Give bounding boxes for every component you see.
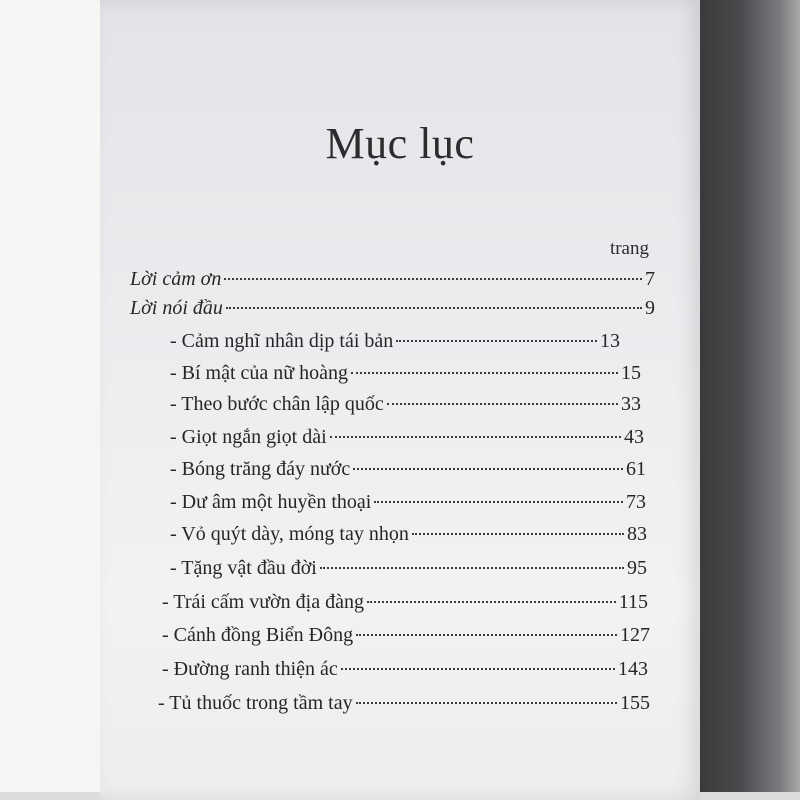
dot-leader xyxy=(330,435,621,438)
dot-leader xyxy=(396,339,597,342)
toc-entry xyxy=(162,622,650,648)
toc-entry-label: - Theo bước chân lập quốc xyxy=(170,393,384,415)
dot-leader xyxy=(412,532,624,535)
toc-entry xyxy=(170,521,647,547)
dot-leader xyxy=(374,500,623,503)
toc-entry-page: 83 xyxy=(627,523,647,545)
toc-entry xyxy=(158,690,650,716)
toc-entry-label: - Trái cấm vườn địa đàng xyxy=(162,591,364,613)
toc-entry-page: 143 xyxy=(618,658,648,680)
toc-entry-label: Lời cảm ơn xyxy=(130,268,222,290)
toc-entry xyxy=(162,656,648,682)
toc-entry-page: 9 xyxy=(645,297,655,319)
toc-entry xyxy=(130,295,655,321)
toc-entry-label: - Vỏ quýt dày, móng tay nhọn xyxy=(170,523,409,545)
background-shadow xyxy=(700,0,800,800)
toc-entry xyxy=(170,424,644,450)
toc-entry xyxy=(162,589,648,615)
dot-leader xyxy=(356,633,617,636)
toc-entry-page: 73 xyxy=(626,491,646,513)
dot-leader xyxy=(320,566,624,569)
toc-entry xyxy=(170,456,646,482)
toc-entry-page: 7 xyxy=(645,268,655,290)
toc-entry xyxy=(170,328,620,354)
toc-entry-page: 13 xyxy=(600,330,620,352)
toc-entry xyxy=(170,555,647,581)
toc-entry-label: - Tặng vật đầu đời xyxy=(170,557,317,579)
toc-entry xyxy=(130,266,655,292)
dot-leader xyxy=(356,701,617,704)
toc-entry-label: Lời nói đầu xyxy=(130,297,223,319)
dot-leader xyxy=(226,306,642,309)
toc-entry-label: - Bóng trăng đáy nước xyxy=(170,458,351,480)
toc-entry-page: 15 xyxy=(621,362,641,384)
book-page xyxy=(100,0,700,800)
dot-leader xyxy=(353,467,623,470)
toc-entry xyxy=(170,489,646,515)
toc-entry-label: - Dư âm một huyền thoại xyxy=(170,491,372,513)
toc-entry-label: - Cánh đồng Biển Đông xyxy=(162,624,354,646)
toc-entry-page: 33 xyxy=(621,393,641,415)
dot-leader xyxy=(341,667,615,670)
toc-entry-label: - Giọt ngắn giọt dài xyxy=(170,426,327,448)
page-column-header: trang xyxy=(609,238,649,259)
toc-entry-page: 95 xyxy=(627,557,647,579)
page-title: Mục lục xyxy=(325,119,475,168)
toc-entry-page: 155 xyxy=(620,692,650,714)
toc-entry-label: - Đường ranh thiện ác xyxy=(162,658,338,680)
toc-entry xyxy=(170,391,641,417)
dot-leader xyxy=(367,600,616,603)
toc-entry-page: 61 xyxy=(626,458,646,480)
toc-entry-label: - Bí mật của nữ hoàng xyxy=(170,362,349,384)
table-of-contents xyxy=(100,0,700,800)
toc-entry-label: - Tủ thuốc trong tầm tay xyxy=(158,692,353,714)
toc-entry-page: 43 xyxy=(624,426,644,448)
dot-leader xyxy=(224,277,642,280)
dot-leader xyxy=(351,371,618,374)
dot-leader xyxy=(387,402,618,405)
toc-entry-page: 115 xyxy=(618,591,648,613)
toc-entry xyxy=(170,360,641,386)
toc-entry-label: - Cảm nghĩ nhân dịp tái bản xyxy=(170,330,394,352)
toc-entry-page: 127 xyxy=(620,624,650,646)
